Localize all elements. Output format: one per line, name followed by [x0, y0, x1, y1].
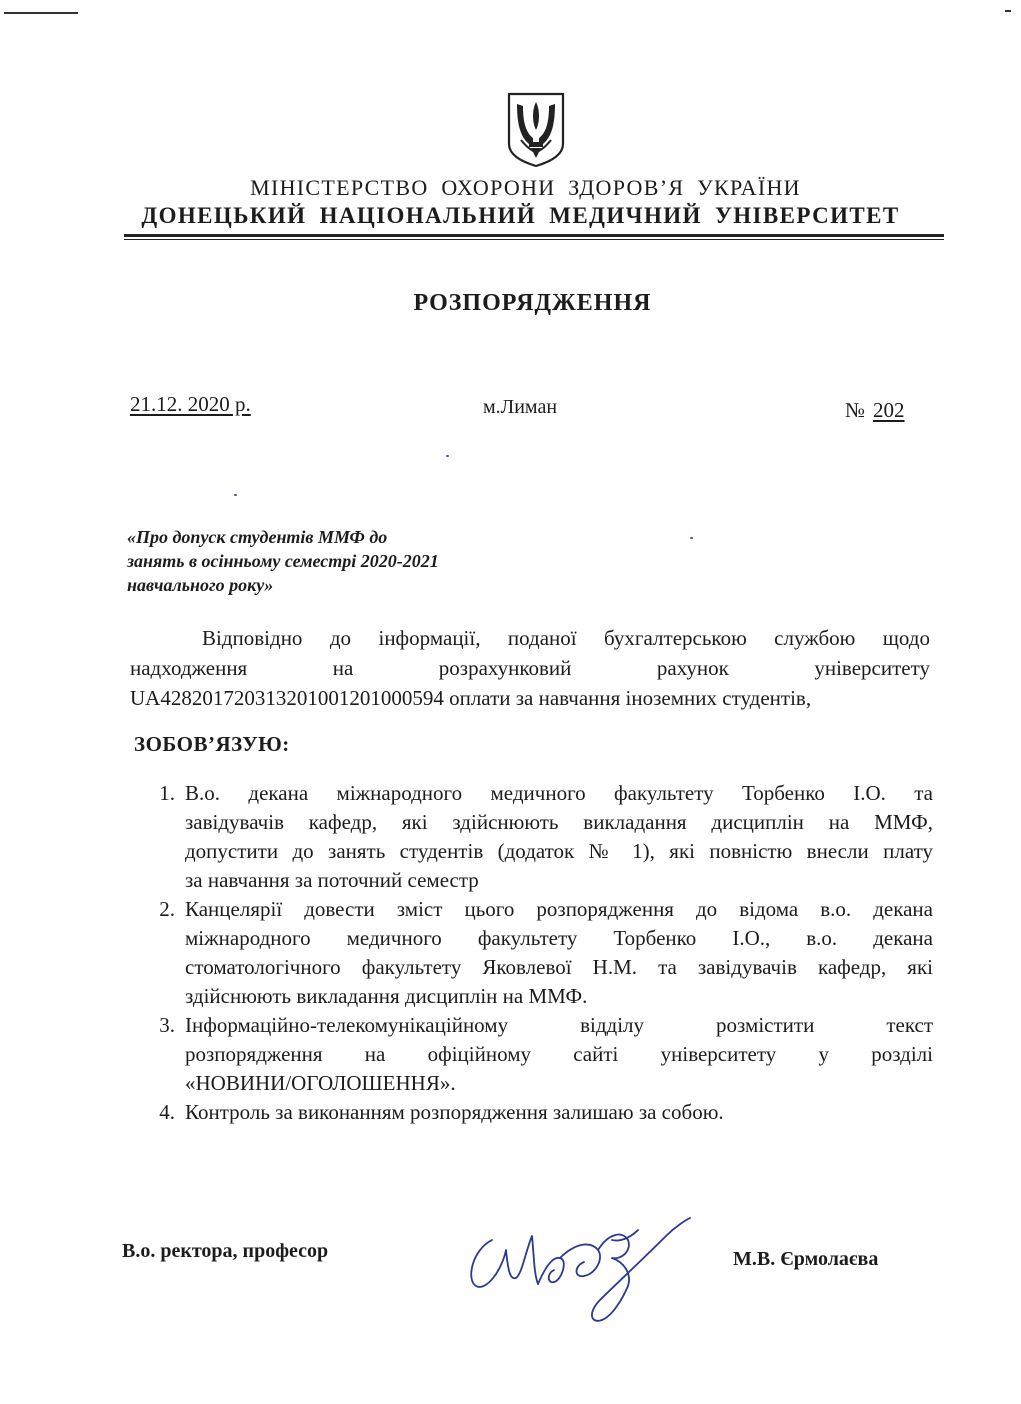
item-line: Канцелярії довести зміст цього розпорядження до відома в.о. декана [185, 897, 933, 921]
document-number [845, 398, 905, 423]
list-item [140, 1098, 933, 1127]
item-number: 1. [159, 781, 175, 805]
number-label: № [845, 398, 866, 422]
item-line: здійснюють викладання дисциплін на ММФ. [185, 984, 588, 1008]
preamble-line: Відповідно до інформації, поданої бухгалтерською службою щодо [202, 626, 930, 650]
item-line: Інформаційно-телекомунікаційному відділу розмістити текст [185, 1013, 933, 1037]
order-items-list [140, 779, 933, 1127]
scan-mark [4, 12, 78, 14]
handwritten-signature [462, 1200, 712, 1330]
item-text [185, 779, 933, 895]
preamble-paragraph [130, 623, 930, 713]
document-type: РОЗПОРЯДЖЕННЯ [413, 290, 652, 316]
document-subject [127, 525, 557, 597]
item-line: розпорядження на офіційному сайті університету у розділі [185, 1042, 933, 1066]
document-date: 21.12. 2020 р. [130, 392, 251, 416]
item-line: стоматологічного факультету Яковлевої Н.М. та завідувачів кафедр, які [185, 955, 933, 979]
subject-line: «Про допуск студентів ММФ до [127, 527, 388, 547]
signer-name: М.В. Єрмолаєва [733, 1248, 879, 1270]
item-line: «НОВИНИ/ОГОЛОШЕННЯ». [185, 1071, 456, 1095]
scan-speck [690, 537, 693, 539]
list-item [140, 1011, 933, 1098]
subject-line: занять в осінньому семестрі 2020-2021 [127, 551, 439, 571]
document-place: м.Лиман [483, 396, 558, 418]
scan-speck [234, 494, 237, 496]
header-divider [124, 239, 944, 240]
item-text [185, 1011, 933, 1098]
item-number: 3. [159, 1013, 175, 1037]
university-name: ДОНЕЦЬКИЙ НАЦІОНАЛЬНИЙ МЕДИЧНИЙ УНІВЕРСИТЕТ [141, 203, 900, 228]
preamble-line: UA428201720313201001201000594 оплати за навчання іноземних студентів, [130, 686, 812, 710]
item-line: за навчання за поточний семестр [185, 868, 479, 892]
item-line: міжнародного медичного факультету Торбенко І.О., в.о. декана [185, 926, 933, 950]
item-number: 2. [159, 897, 175, 921]
item-line: Контроль за виконанням розпорядження залишаю за собою. [185, 1100, 724, 1124]
scan-mark [1005, 10, 1011, 12]
item-line: В.о. декана міжнародного медичного факультету Торбенко І.О. та [185, 781, 933, 805]
list-item [140, 895, 933, 1011]
item-number: 4. [159, 1100, 175, 1124]
item-text [185, 1098, 933, 1127]
decree-word: ЗОБОВ’ЯЗУЮ: [134, 732, 290, 756]
preamble-line: надходження на розрахунковий рахунок університету [130, 656, 930, 680]
signer-title: В.о. ректора, професор [122, 1240, 329, 1262]
scan-speck [446, 455, 449, 457]
ministry-name: МІНІСТЕРСТВО ОХОРОНИ ЗДОРОВ’Я УКРАЇНИ [250, 175, 801, 200]
trident-icon [505, 92, 567, 168]
subject-line: навчального року» [127, 575, 274, 595]
item-text [185, 895, 933, 1011]
list-item [140, 779, 933, 895]
header-divider [124, 234, 944, 237]
item-line: завідувачів кафедр, які здійснюють викладання дисциплін на ММФ, [185, 810, 933, 834]
item-line: допустити до занять студентів (додаток № 1), які повністю внесли плату [185, 839, 933, 863]
number-value: 202 [873, 398, 905, 422]
